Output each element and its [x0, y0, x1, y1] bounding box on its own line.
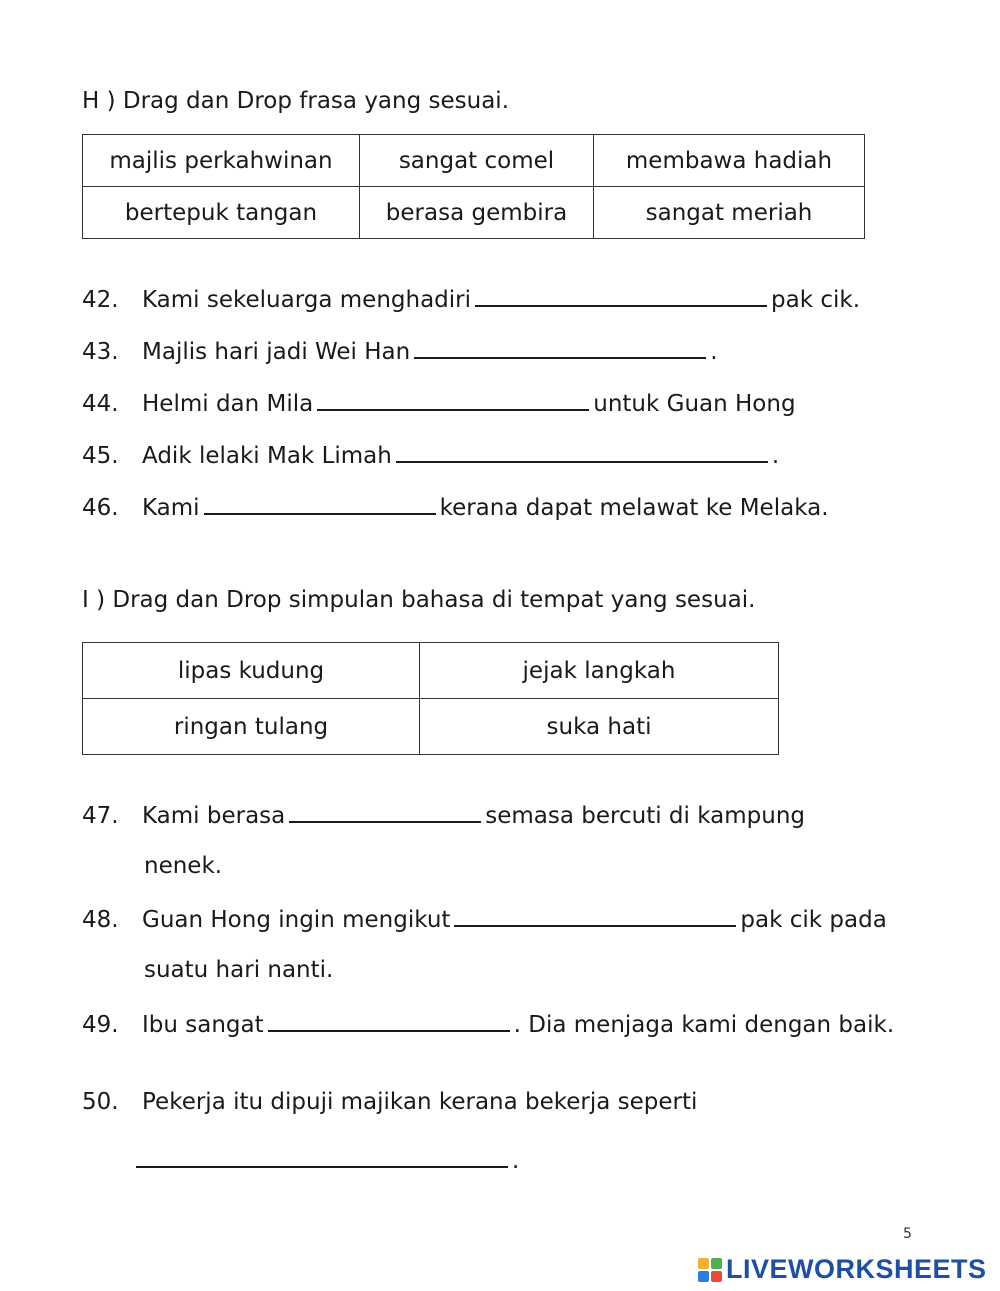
- question-47-continuation: nenek.: [144, 853, 223, 879]
- question-text-after: . Dia menjaga kami dengan baik.: [513, 1012, 895, 1038]
- question-50-continuation: [136, 1146, 519, 1174]
- section-h-options-table: [82, 134, 865, 239]
- question-number: 45.: [82, 443, 119, 469]
- question-text-before: Pekerja itu dipuji majikan kerana bekerja seperti: [142, 1089, 698, 1115]
- option-ringan-tulang[interactable]: ringan tulang: [83, 699, 420, 755]
- option-sangat-comel[interactable]: sangat comel: [360, 135, 594, 187]
- question-text-after: .: [710, 339, 718, 365]
- drop-blank-49[interactable]: [268, 1010, 510, 1032]
- question-text-after: .: [512, 1148, 520, 1174]
- question-46: [82, 493, 829, 521]
- question-text-after: pak cik.: [771, 287, 861, 313]
- question-text-before: Majlis hari jadi Wei Han: [142, 339, 411, 365]
- question-text-after: kerana dapat melawat ke Melaka.: [439, 495, 829, 521]
- question-49: [82, 1010, 894, 1038]
- question-text-after: semasa bercuti di kampung: [485, 803, 805, 829]
- question-44: [82, 389, 796, 417]
- question-48-continuation: suatu hari nanti.: [144, 957, 334, 983]
- option-membawa-hadiah[interactable]: membawa hadiah: [594, 135, 865, 187]
- option-suka-hati[interactable]: suka hati: [420, 699, 779, 755]
- liveworksheets-logo-icon: [698, 1258, 722, 1282]
- question-text-before: Helmi dan Mila: [142, 391, 314, 417]
- question-45: [82, 441, 779, 469]
- section-i-options-table: [82, 642, 779, 755]
- section-i-heading: I ) Drag dan Drop simpulan bahasa di tempat yang sesuai.: [82, 587, 756, 613]
- question-text-before: Adik lelaki Mak Limah: [142, 443, 392, 469]
- question-text-before: Ibu sangat: [142, 1012, 264, 1038]
- option-berasa-gembira[interactable]: berasa gembira: [360, 187, 594, 239]
- question-text-after: pak cik pada: [740, 907, 887, 933]
- question-50: [82, 1089, 697, 1115]
- question-text-after: untuk Guan Hong: [593, 391, 796, 417]
- drop-blank-47[interactable]: [289, 801, 481, 823]
- question-number: 46.: [82, 495, 119, 521]
- question-47: [82, 801, 805, 829]
- question-number: 50.: [82, 1089, 119, 1115]
- question-text-before: Kami berasa: [142, 803, 286, 829]
- question-42: [82, 285, 860, 313]
- question-text-after: .: [771, 443, 780, 469]
- drop-blank-44[interactable]: [317, 389, 589, 411]
- option-jejak-langkah[interactable]: jejak langkah: [420, 643, 779, 699]
- liveworksheets-brand-text: LIVEWORKSHEETS: [726, 1254, 987, 1284]
- option-sangat-meriah[interactable]: sangat meriah: [594, 187, 865, 239]
- option-bertepuk-tangan[interactable]: bertepuk tangan: [83, 187, 360, 239]
- question-48: [82, 905, 887, 933]
- question-number: 43.: [82, 339, 119, 365]
- question-number: 48.: [82, 907, 119, 933]
- question-text-before: Kami sekeluarga menghadiri: [142, 287, 472, 313]
- liveworksheets-logo: [698, 1254, 987, 1285]
- option-majlis-perkahwinan[interactable]: majlis perkahwinan: [83, 135, 360, 187]
- option-lipas-kudung[interactable]: lipas kudung: [83, 643, 420, 699]
- drop-blank-48[interactable]: [454, 905, 736, 927]
- page-number: 5: [903, 1226, 912, 1242]
- drop-blank-50[interactable]: [136, 1146, 508, 1168]
- question-text-before: Guan Hong ingin mengikut: [142, 907, 451, 933]
- drop-blank-46[interactable]: [204, 493, 436, 515]
- section-h-heading: H ) Drag dan Drop frasa yang sesuai.: [82, 88, 510, 114]
- drop-blank-45[interactable]: [396, 441, 768, 463]
- question-43: [82, 337, 718, 365]
- drop-blank-42[interactable]: [475, 285, 767, 307]
- question-number: 42.: [82, 287, 119, 313]
- question-number: 47.: [82, 803, 119, 829]
- question-text-before: Kami: [142, 495, 200, 521]
- drop-blank-43[interactable]: [414, 337, 706, 359]
- question-number: 49.: [82, 1012, 119, 1038]
- question-number: 44.: [82, 391, 119, 417]
